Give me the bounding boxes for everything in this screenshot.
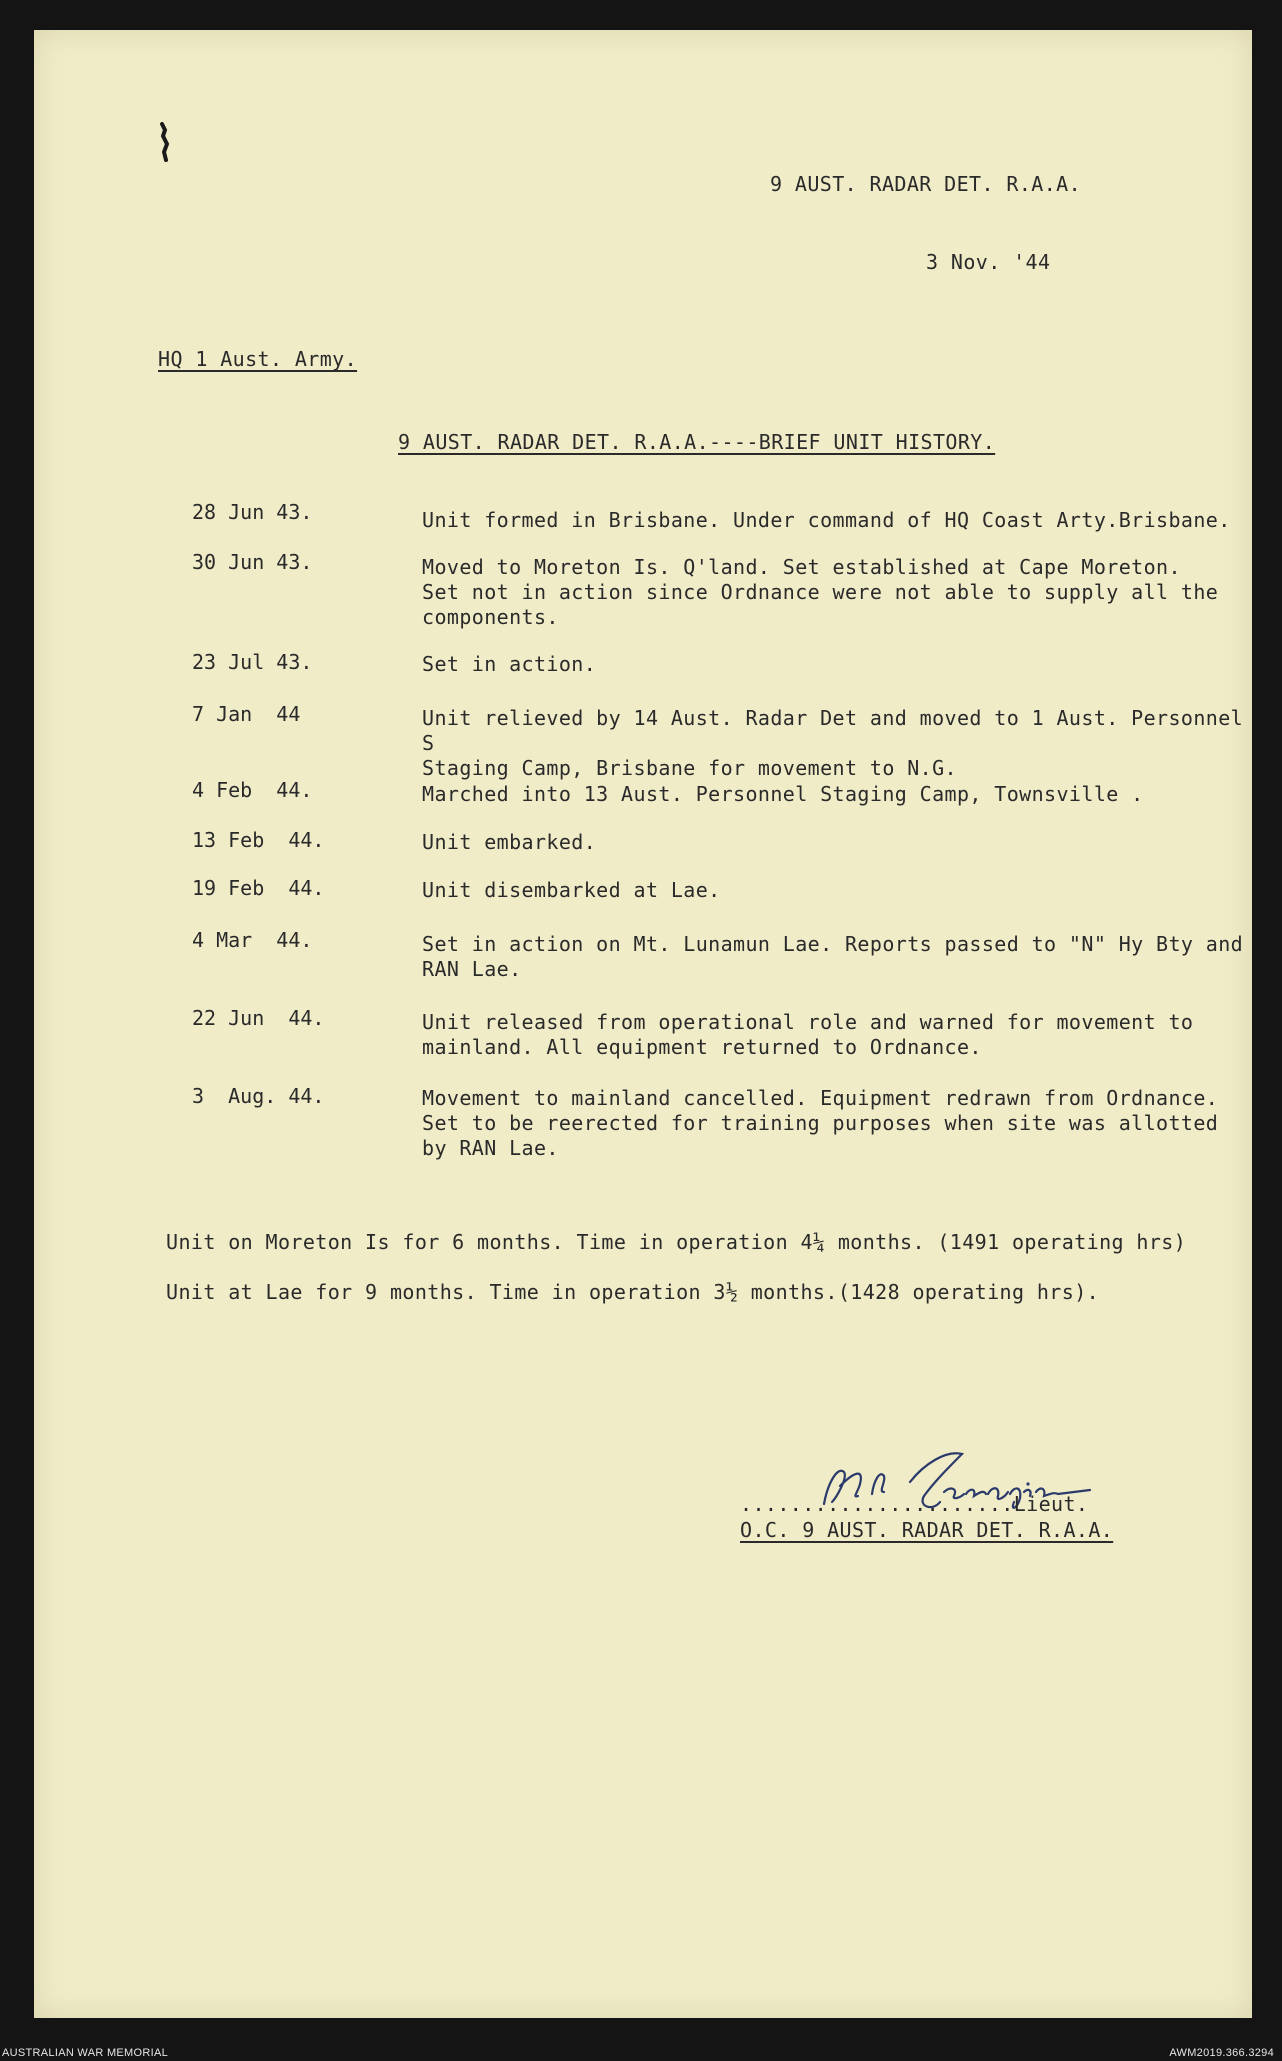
entry-text: Unit disembarked at Lae. bbox=[422, 878, 721, 902]
entry-date: 7 Jan 44 bbox=[192, 702, 301, 726]
document-date: 3 Nov. '44 bbox=[926, 250, 1051, 274]
entry-date: 22 Jun 44. bbox=[192, 1006, 325, 1030]
addressee: HQ 1 Aust. Army. bbox=[158, 347, 358, 371]
paper-sheet bbox=[34, 30, 1252, 2018]
entry-date: 13 Feb 44. bbox=[192, 828, 325, 852]
entry-date: 19 Feb 44. bbox=[192, 876, 325, 900]
unit-header: 9 AUST. RADAR DET. R.A.A. bbox=[770, 172, 1082, 196]
entry-text: Unit released from operational role and warned for movement to mainland. All equipment returned to Ordnance. bbox=[422, 1010, 1194, 1059]
entry-text: Unit embarked. bbox=[422, 830, 597, 854]
entry-text: Marched into 13 Aust. Personnel Staging Camp, Townsville . bbox=[422, 782, 1144, 806]
entry-date: 4 Feb 44. bbox=[192, 778, 313, 802]
summary-moreton: Unit on Moreton Is for 6 months. Time in operation 4¼ months. (1491 operating hrs) bbox=[166, 1230, 1187, 1254]
entry-date: 23 Jul 43. bbox=[192, 650, 313, 674]
signature-line: ......................Lieut. bbox=[740, 1492, 1089, 1516]
entry-text: Set in action. bbox=[422, 652, 597, 676]
entry-text: Unit formed in Brisbane. Under command of HQ Coast Arty.Brisbane. bbox=[422, 508, 1231, 532]
entry-date: 30 Jun 43. bbox=[192, 550, 313, 574]
entry-text: Set in action on Mt. Lunamun Lae. Reports passed to "N" Hy Bty and RAN Lae. bbox=[422, 932, 1244, 981]
archive-institution: AUSTRALIAN WAR MEMORIAL bbox=[2, 2047, 169, 2059]
punch-hole-mark bbox=[156, 122, 172, 164]
entry-date: 4 Mar 44. bbox=[192, 928, 313, 952]
entry-date: 28 Jun 43. bbox=[192, 500, 313, 524]
entry-date: 3 Aug. 44. bbox=[192, 1084, 325, 1108]
document-title: 9 AUST. RADAR DET. R.A.A.----BRIEF UNIT HISTORY. bbox=[398, 430, 996, 454]
entry-text: Movement to mainland cancelled. Equipment redrawn from Ordnance. Set to be reerected for training purposes when site was allotted by RAN Lae. bbox=[422, 1086, 1219, 1160]
entry-text: Unit relieved by 14 Aust. Radar Det and moved to 1 Aust. Personnel S Staging Camp, Brisbane for movement to N.G. bbox=[422, 706, 1244, 780]
summary-lae: Unit at Lae for 9 months. Time in operation 3½ months.(1428 operating hrs). bbox=[166, 1280, 1100, 1304]
archive-reference: AWM2019.366.3294 bbox=[1169, 2047, 1274, 2059]
entry-text: Moved to Moreton Is. Q'land. Set established at Cape Moreton. Set not in action since Ordnance were not able to supply all the components. bbox=[422, 555, 1219, 629]
signature-title: O.C. 9 AUST. RADAR DET. R.A.A. bbox=[740, 1518, 1114, 1542]
